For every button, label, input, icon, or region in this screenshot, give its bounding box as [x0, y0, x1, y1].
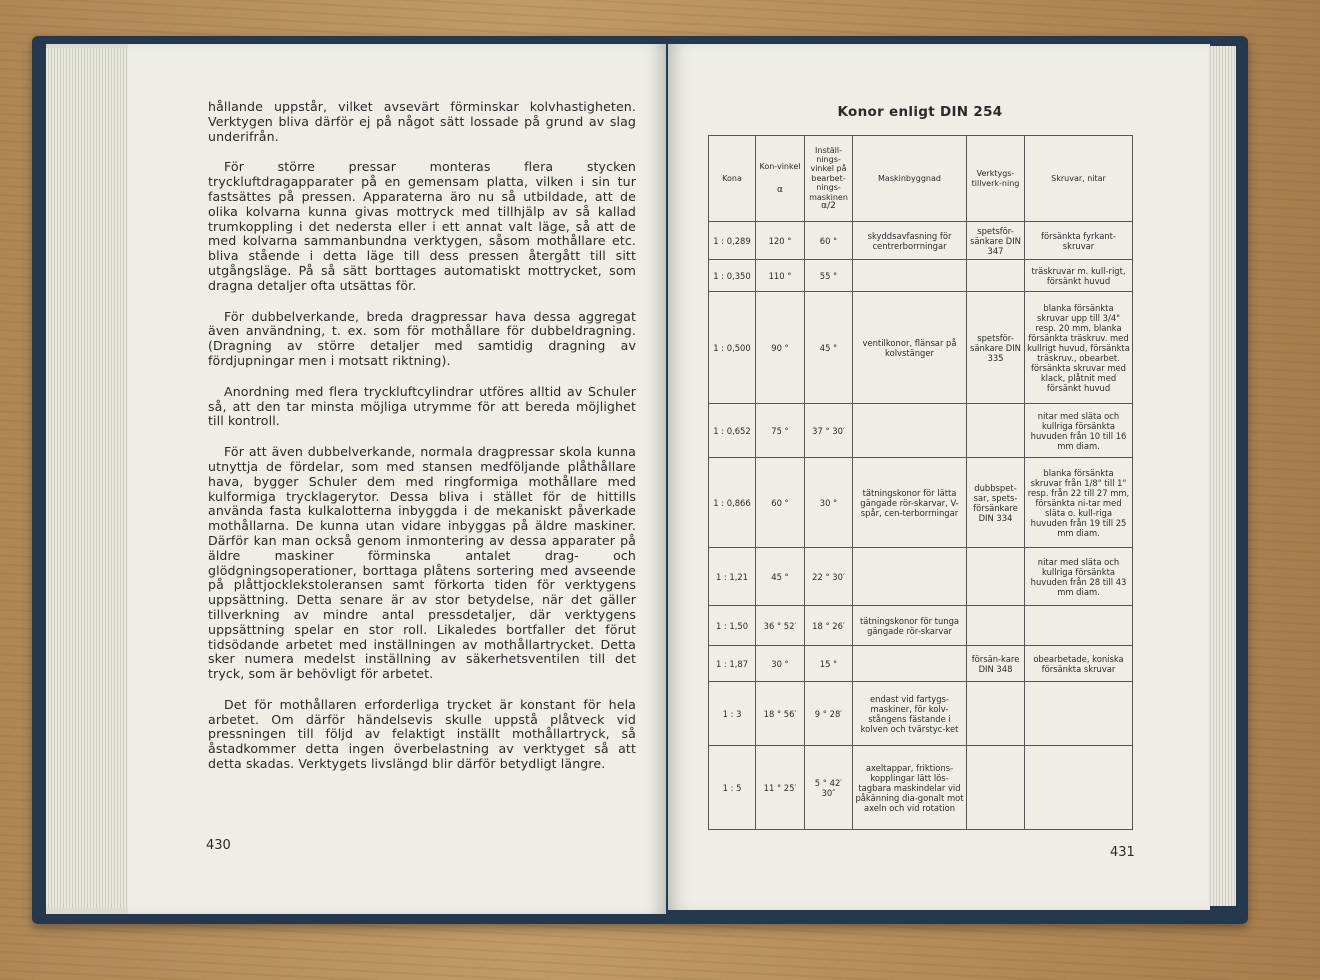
cell-verktyg: [967, 260, 1025, 292]
cell-skruvar: nitar med släta och kullriga försänkta huvuden från 28 till 43 mm diam.: [1025, 548, 1133, 606]
cell-inst: 37 ° 30′: [805, 404, 853, 458]
cell-verktyg: [967, 606, 1025, 646]
cell-skruvar: träskruvar m. kull-rigt, försänkt huvud: [1025, 260, 1133, 292]
cell-verktyg: [967, 682, 1025, 746]
cell-vinkel: 18 ° 56′: [756, 682, 805, 746]
table-row: [709, 292, 1133, 404]
table-row: [709, 682, 1133, 746]
cell-maskin: tätningskonor för tunga gängade rör-skarvar: [853, 606, 967, 646]
cell-vinkel: 45 °: [756, 548, 805, 606]
table-row: [709, 458, 1133, 548]
left-page-text: [208, 100, 636, 788]
cell-verktyg: spetsför-sänkare DIN 347: [967, 222, 1025, 260]
cell-inst: 15 °: [805, 646, 853, 682]
header-half-alpha-symbol: α/2: [821, 201, 836, 212]
cell-inst: 18 ° 26′: [805, 606, 853, 646]
cell-kona: 1 : 0,350: [709, 260, 756, 292]
left-page-edges: [46, 48, 132, 908]
cell-maskin: tätningskonor för lätta gängade rör-skarvar, V-spår, cen-terborrningar: [853, 458, 967, 548]
header-konvinkel-label: Kon-vinkel: [759, 162, 801, 172]
paragraph: För att även dubbelverkande, normala dragpressar skola kunna utnyttja de fördelar, som med stansen medföljande plåthållare hava, bygger Schuler dem med ringformiga mothållare med kulformiga trycklagerytor. Dessa bliva i stället för de hittills använda fasta kulkalotterna inbyggda i de mekaniskt påverkade mothållarna. De kunna utan vidare inbyggas på äldre maskiner. Därför kan man också genom inmontering av dessa apparater på äldre maskiner förminska antalet drag- och glödgningsoperationer, borttaga plåtens sortering med avseende på plåttjocklekstoleransen samt förkorta tiden för verktygens uppsättning. Detta senare är av stor betydelse, när det gäller tillverkning av mindre antal pressdetaljer, där verktygens uppsättning spelar en stor roll. Likaledes bortfaller det förut tidsödande arbetet med inställningen av mothållartrycket. Detta sker numera medelst inställning av säkerhetsventilen till det tryck, som är behövligt för arbetet.: [208, 444, 636, 682]
header-kona: Kona: [709, 136, 756, 222]
cell-skruvar: [1025, 606, 1133, 646]
paragraph: För större pressar monteras flera stycken tryckluftdragapparater på en gemensam platta, vilken i sin tur fastsättes på pressen. Apparaterna äro nu så utbildade, att de olika kolvarna kunna givas mottryck med tillhjälp av så kallad trumkoppling i det nedersta eller i ett annat valt läge, så att de med kolvarna sammanbundna verktygen, såsom mothållare etc. bliva stående i detta läge till dess pressen återgått till sitt utgångsläge. På så sätt borttages automatiskt mottrycket, som dragna detaljer ofta utsättas för.: [208, 159, 636, 293]
paragraph: Det för mothållaren erforderliga trycket är konstant för hela arbetet. Om därför händelsevis skulle uppstå plåtveck vid pressningen till följd av felaktigt inställt mothållartryck, så åstadkommer detta ingen överbelastning av verktyget så att detta skadas. Verktygets livslängd blir därför betydligt längre.: [208, 696, 636, 772]
cell-skruvar: nitar med släta och kullriga försänkta huvuden från 10 till 16 mm diam.: [1025, 404, 1133, 458]
table-row: [709, 548, 1133, 606]
cell-maskin: axeltappar, friktions-kopplingar lätt lös-tagbara maskindelar vid påkänning dia-gonalt mot axeln och vid rotation: [853, 746, 967, 830]
cell-inst: 9 ° 28′: [805, 682, 853, 746]
table-title: Konor enligt DIN 254: [837, 104, 1003, 120]
header-installning: [805, 136, 853, 222]
paragraph: Anordning med flera tryckluftcylindrar utföres alltid av Schuler så, att den tar minsta möjliga utrymme för att bereda möjlighet till kontroll.: [208, 383, 636, 429]
cell-maskin: [853, 404, 967, 458]
cell-skruvar: [1025, 682, 1133, 746]
header-verktygstillverkning: Verktygs-tillverk-ning: [967, 136, 1025, 222]
cell-skruvar: [1025, 746, 1133, 830]
cell-skruvar: blanka försänkta skruvar upp till 3/4" resp. 20 mm, blanka försänkta träskruv. med kullrigt huvud, försänkta träskruv., obearbet. försänkta skruvar med klack, plåtnit med försänkt huvud: [1025, 292, 1133, 404]
table-row: [709, 260, 1133, 292]
cell-kona: 1 : 1,21: [709, 548, 756, 606]
cell-maskin: endast vid fartygs-maskiner, för kolv-stångens fästande i kolven och tvärstyc-ket: [853, 682, 967, 746]
table-header-row: [709, 136, 1133, 222]
cell-skruvar: obearbetade, koniska försänkta skruvar: [1025, 646, 1133, 682]
cell-inst: 45 °: [805, 292, 853, 404]
header-maskinbyggnad: Maskinbyggnad: [853, 136, 967, 222]
cell-inst: 60 °: [805, 222, 853, 260]
cell-vinkel: 110 °: [756, 260, 805, 292]
cell-skruvar: blanka försänkta skruvar från 1/8" till 1" resp. från 22 till 27 mm, försänkta ni-tar med släta o. kull-riga huvuden från 19 till 25 mm diam.: [1025, 458, 1133, 548]
table-row: [709, 746, 1133, 830]
cell-kona: 1 : 0,652: [709, 404, 756, 458]
cell-vinkel: 90 °: [756, 292, 805, 404]
header-installning-label: Inställ-nings-vinkel på bearbet-nings-maskinen: [809, 145, 848, 202]
table-row: [709, 404, 1133, 458]
cell-inst: 5 ° 42′ 30″: [805, 746, 853, 830]
cell-kona: 1 : 0,866: [709, 458, 756, 548]
cell-vinkel: 120 °: [756, 222, 805, 260]
page-number-left: 430: [206, 838, 231, 853]
cell-kona: 1 : 1,50: [709, 606, 756, 646]
cell-vinkel: 60 °: [756, 458, 805, 548]
header-skruvar: Skruvar, nitar: [1025, 136, 1133, 222]
paragraph: hållande uppstår, vilket avsevärt förminskar kolvhastigheten. Verktygen bliva därför ej på något sätt lossade på grund av slag underifrån.: [208, 99, 636, 144]
header-alpha-symbol: α: [777, 184, 783, 195]
cell-inst: 22 ° 30′: [805, 548, 853, 606]
table-row: [709, 646, 1133, 682]
cell-inst: 30 °: [805, 458, 853, 548]
cell-maskin: ventilkonor, flänsar på kolvstänger: [853, 292, 967, 404]
cell-maskin: skyddsavfasning för centrerborrningar: [853, 222, 967, 260]
cell-verktyg: [967, 404, 1025, 458]
cell-vinkel: 36 ° 52′: [756, 606, 805, 646]
cell-vinkel: 11 ° 25′: [756, 746, 805, 830]
cell-kona: 1 : 3: [709, 682, 756, 746]
cell-maskin: [853, 548, 967, 606]
right-page-edges: [1208, 46, 1236, 906]
cell-skruvar: försänkta fyrkant-skruvar: [1025, 222, 1133, 260]
paragraph: För dubbelverkande, breda dragpressar hava dessa aggregat även användning, t. ex. som för mothållare för dubbeldragning. (Dragning av större detaljer med samtidig dragning av fördjupningar men i motsatt riktning).: [208, 308, 636, 368]
table-row: [709, 222, 1133, 260]
cell-kona: 1 : 0,500: [709, 292, 756, 404]
cell-kona: 1 : 5: [709, 746, 756, 830]
cell-verktyg: spetsför-sänkare DIN 335: [967, 292, 1025, 404]
konor-table: [708, 135, 1133, 830]
page-number-right: 431: [1110, 845, 1135, 860]
cell-maskin: [853, 646, 967, 682]
cell-kona: 1 : 0,289: [709, 222, 756, 260]
cell-verktyg: [967, 746, 1025, 830]
cell-verktyg: dubbspet-sar, spets-försänkare DIN 334: [967, 458, 1025, 548]
cell-verktyg: försän-kare DIN 348: [967, 646, 1025, 682]
cell-vinkel: 75 °: [756, 404, 805, 458]
table-row: [709, 606, 1133, 646]
header-konvinkel: [756, 136, 805, 222]
cell-kona: 1 : 1,87: [709, 646, 756, 682]
cell-vinkel: 30 °: [756, 646, 805, 682]
cell-inst: 55 °: [805, 260, 853, 292]
cell-verktyg: [967, 548, 1025, 606]
cell-maskin: [853, 260, 967, 292]
